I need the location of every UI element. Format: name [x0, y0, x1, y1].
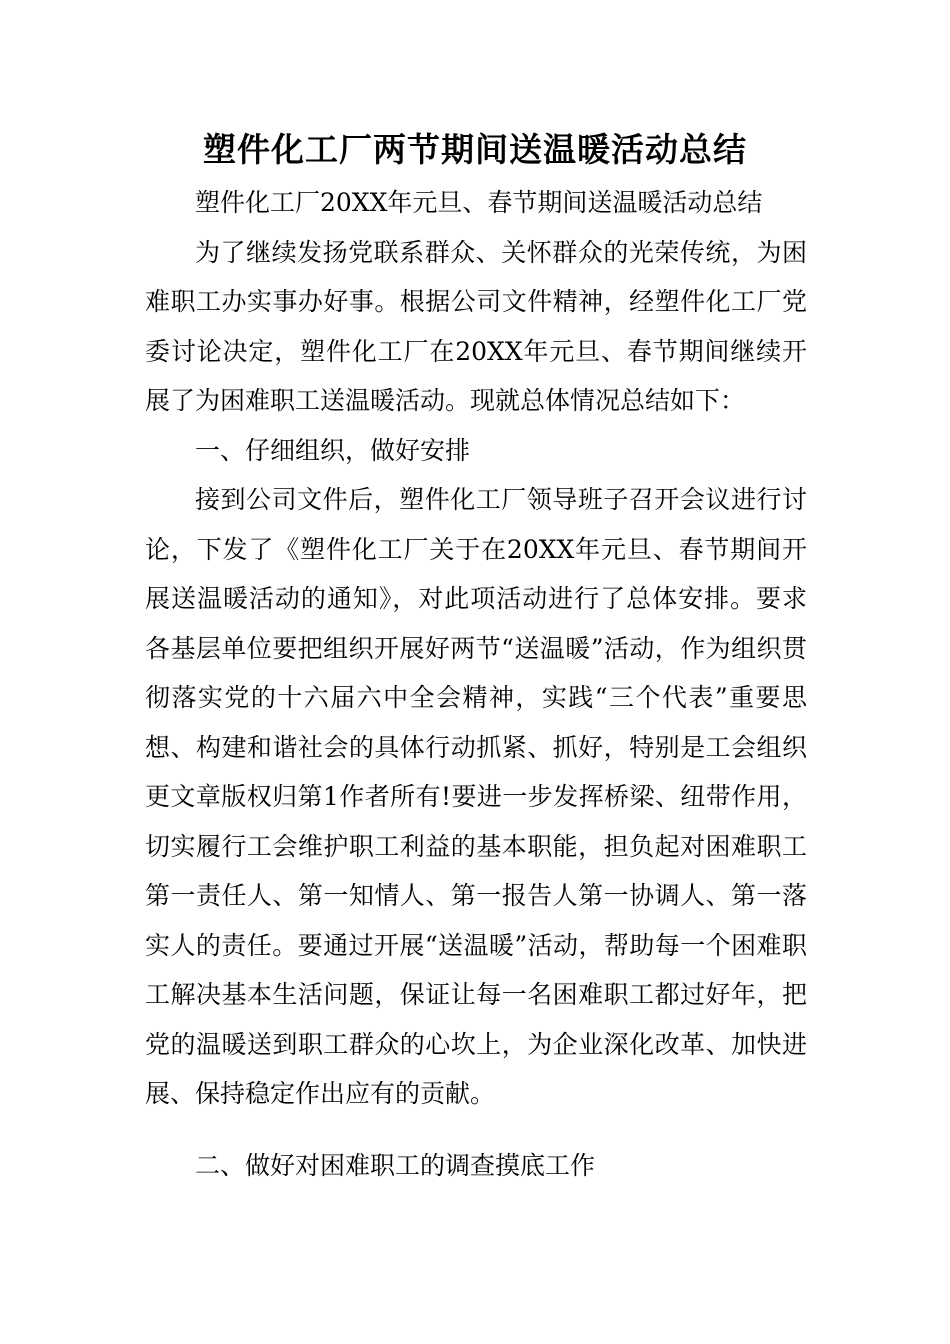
subtitle-paragraph: 塑件化工厂20XX年元旦、春节期间送温暖活动总结	[195, 188, 763, 217]
section-heading-2: 二、做好对困难职工的调查摸底工作	[195, 1150, 596, 1180]
intro-paragraph: 为了继续发扬党联系群众、关怀群众的光荣传统，为困难职工办实事办好事。根据公司文件精神，经塑件化工厂党委讨论决定，塑件化工厂在20XX年元旦、春节期间继续开展了为困难职工送温暖活动。现就总体情况总结如下：	[145, 237, 807, 415]
document-title: 塑件化工厂两节期间送温暖活动总结	[203, 130, 747, 169]
section-heading-1: 一、仔细组织，做好安排	[195, 435, 471, 465]
section-1-paragraph: 接到公司文件后，塑件化工厂领导班子召开会议进行讨论，下发了《塑件化工厂关于在20XX年元旦、春节期间开展送温暖活动的通知》，对此项活动进行了总体安排。要求各基层单位要把组织开展好两节“送温暖”活动，作为组织贯彻落实党的十六届六中全会精神，实践“三个代表”重要思想、构建和谐社会的具体行动抓紧、抓好，特别是工会组织更文章版权归第1作者所有!要进一步发挥桥梁、纽带作用，切实履行工会维护职工利益的基本职能，担负起对困难职工第一责任人、第一知情人、第一报告人第一协调人、第一落实人的责任。要通过开展“送温暖”活动，帮助每一个困难职工解决基本生活问题，保证让每一名困难职工都过好年，把党的温暖送到职工群众的心坎上，为企业深化改革、加快进展、保持稳定作出应有的贡献。	[145, 485, 807, 1108]
document-body	[145, 178, 807, 1190]
